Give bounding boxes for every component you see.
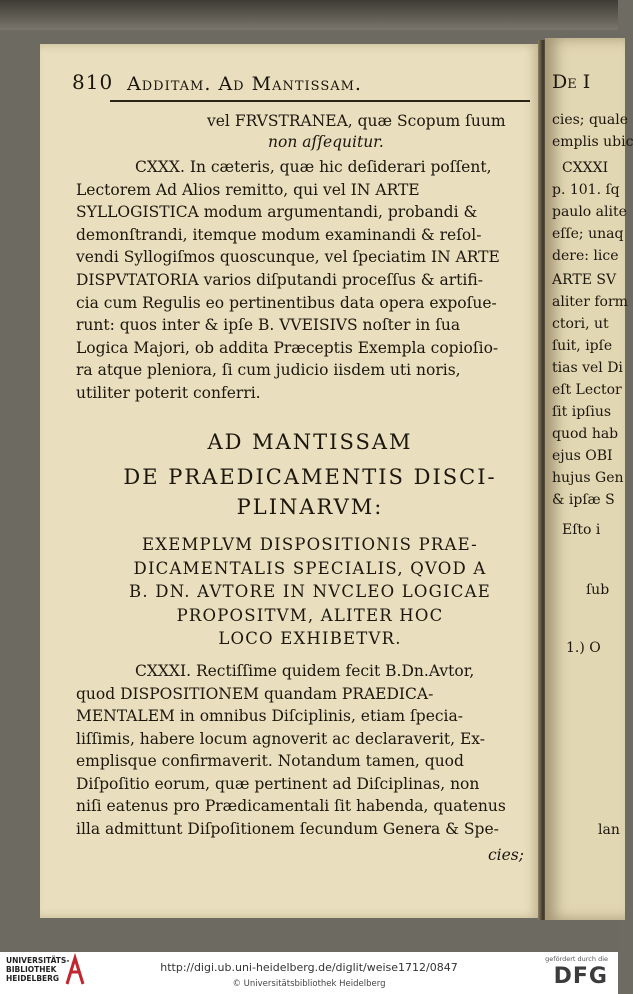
text-line: Lectorem Ad Alios remitto, qui vel IN ARTE xyxy=(76,180,420,199)
section-heading: DE PRAEDICAMENTIS DISCI- xyxy=(123,465,497,489)
source-url[interactable]: http://digi.ub.uni-heidelberg.de/diglit/weise1712/0847 xyxy=(160,961,458,974)
text-line: SYLLOGISTICA modum argumentandi, probandi & xyxy=(76,203,478,222)
right-text-line: CXXXI xyxy=(562,160,609,176)
right-text-line: ſit ipſius xyxy=(552,404,612,420)
right-text-line: lan xyxy=(598,822,620,838)
logo-line: UNIVERSITÄTS- xyxy=(6,956,70,965)
right-text-line: & ipſæ S xyxy=(552,492,615,508)
copyright: © Universitätsbibliothek Heidelberg xyxy=(232,979,386,989)
logo-line: HEIDELBERG xyxy=(6,974,60,983)
section-heading: PLINARVM: xyxy=(236,495,384,519)
text-line: quod DISPOSITIONEM quandam PRAEDICA- xyxy=(76,684,434,703)
text-line: ra atque pleniora, ſi cum judicio iisdem uti noris, xyxy=(76,361,461,380)
right-text-line: p. 101. ſq xyxy=(552,182,620,198)
text-line: vel FRVSTRANEA, quæ Scopum ſuum xyxy=(207,112,506,130)
subheading: LOCO EXHIBETVR. xyxy=(218,629,402,648)
text-line: illa admittunt Diſpoſitionem ſecundum Genera & Spe- xyxy=(76,819,499,838)
subheading: DICAMENTALIS SPECIALIS, QVOD A xyxy=(133,558,487,578)
right-text-line: emplis ubic xyxy=(552,134,633,150)
right-text-line: 1.) O xyxy=(566,640,601,656)
dfg-logo: DFG xyxy=(553,964,608,989)
right-text-line: eſt Lector xyxy=(552,382,622,398)
header-rule xyxy=(110,100,530,102)
right-text-line: Eſto i xyxy=(562,522,601,538)
right-text-line: cies; quale xyxy=(552,112,629,128)
text-line: vendi Syllogiſmos quoscunque, vel ſpeciatim IN ARTE xyxy=(76,248,500,267)
running-title: Additam. Ad Mantissam. xyxy=(127,73,362,95)
text-line: niſi eatenus pro Prædicamentali ſit habenda, quatenus xyxy=(76,797,506,815)
text-line: DISPVTATORIA varios diſputandi proceſſus & artifi- xyxy=(76,271,483,289)
text-line: liſſimis, habere locum agnoverit ac declaraverit, Ex- xyxy=(76,729,486,748)
right-text-line: hujus Gen xyxy=(552,470,624,486)
right-text-line: ſuit, ipſe xyxy=(552,338,613,354)
text-line: CXXXI. Rectiſſime quidem fecit B.Dn.Avtor, xyxy=(135,662,475,680)
text-line: Diſpoſitio eorum, quæ pertinent ad Diſciplinas, non xyxy=(76,774,480,793)
text-line: demonſtrandi, itemque modum examinandi & reſol- xyxy=(76,225,482,244)
right-text-line: dere: lice xyxy=(552,248,619,264)
text-line: emplisque confirmaverit. Notandum tamen, quod xyxy=(76,752,464,770)
page-number: 810 xyxy=(72,70,114,94)
right-text-line: tias vel Di xyxy=(552,360,623,376)
scan-top-shadow xyxy=(0,0,618,30)
footer-bar xyxy=(0,952,618,994)
logo-line: BIBLIOTHEK xyxy=(6,965,57,974)
right-text-line: aliter form xyxy=(552,294,628,310)
text-line: utiliter poterit conferri. xyxy=(76,384,261,402)
subheading: B. DN. AVTORE IN NVCLEO LOGICAE xyxy=(129,582,491,601)
text-line: non aſſequitur. xyxy=(268,133,384,151)
right-text-line: ctori, ut xyxy=(552,316,609,332)
catchword: cies; xyxy=(488,846,524,864)
right-text-line: paulo alite xyxy=(552,204,627,220)
right-text-line: eſſe; unaq xyxy=(552,226,624,242)
section-heading: AD MANTISSAM xyxy=(207,430,413,454)
subheading: EXEMPLVM DISPOSITIONIS PRAE- xyxy=(142,535,478,554)
text-line: CXXX. In cæteris, quæ hic deſiderari poſſent, xyxy=(135,158,492,176)
right-text-line: ejus OBI xyxy=(552,448,613,464)
text-line: Logica Majori, ob addita Præceptis Exempla copioſio- xyxy=(76,338,499,357)
right-text-line: quod hab xyxy=(552,426,619,442)
text-line: cia cum Regulis eo pertinentibus data opera expoſue- xyxy=(76,293,497,312)
subheading: PROPOSITVM, ALITER HOC xyxy=(176,605,444,625)
right-text-line: ARTE SV xyxy=(552,272,617,288)
text-line: runt: quos inter & ipſe B. VVEISIVS noſter in ſua xyxy=(76,316,461,335)
right-running-title: De I xyxy=(552,71,591,93)
right-text-line: ſub xyxy=(586,582,610,598)
running-header xyxy=(72,70,532,98)
text-line: MENTALEM in omnibus Diſciplinis, etiam ſpecia- xyxy=(76,707,463,725)
funder-note: gefördert durch die xyxy=(545,955,608,963)
